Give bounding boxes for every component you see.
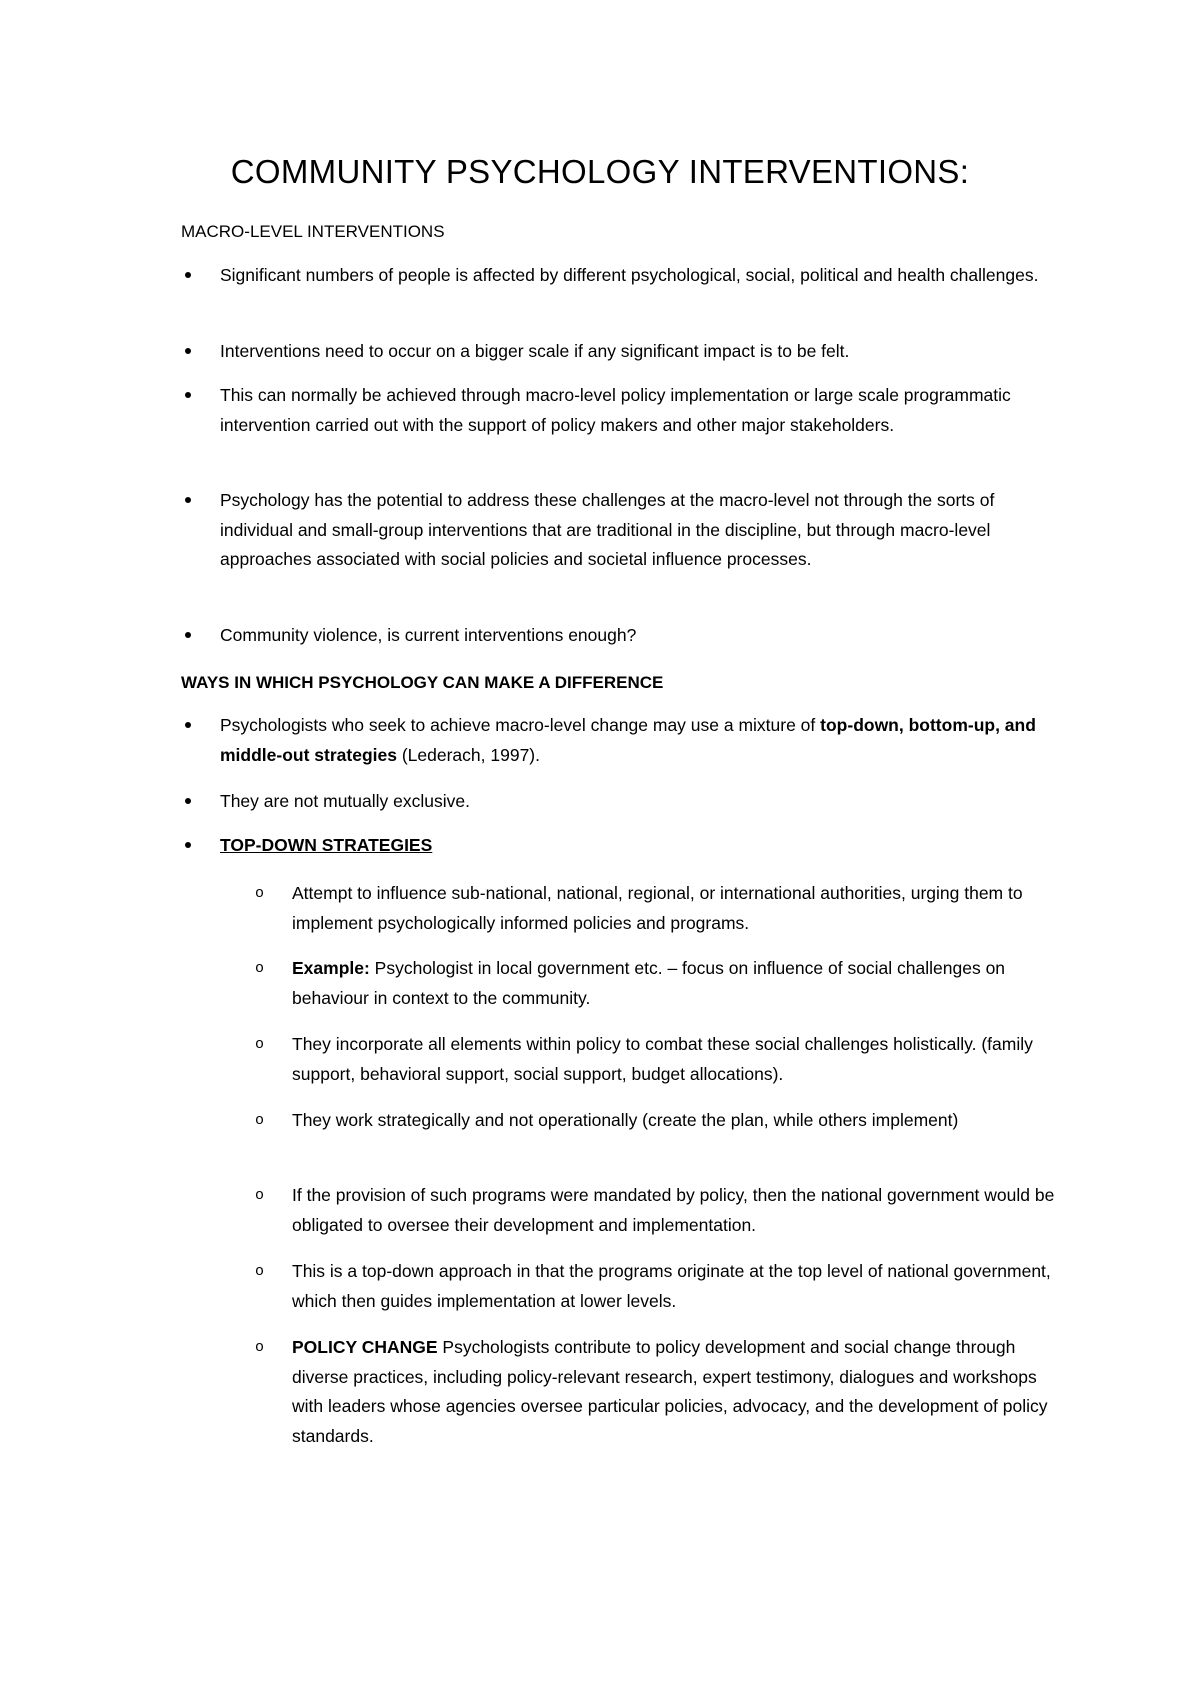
citation: (Lederach, 1997). [401, 744, 540, 765]
list-item-text: Community violence, is current interventions enough? [220, 625, 637, 645]
bullet-icon [185, 798, 191, 804]
bullet-icon [185, 722, 191, 728]
sub-list-item-text: They work strategically and not operationally (create the plan, while others implement) [292, 1110, 959, 1130]
strategies-emphasis: top-down, bottom-up, and middle-out strategies [220, 715, 1036, 765]
sub-bullet-marker: o [255, 1263, 265, 1280]
text-run: Psychologists who seek to achieve macro-level change may use a mixture of [220, 715, 821, 735]
section-heading-macro-level: MACRO-LEVEL INTERVENTIONS [181, 222, 445, 241]
top-down-strategies-heading: TOP-DOWN STRATEGIES [220, 835, 433, 855]
sub-list-item-text: They incorporate all elements within policy to combat these social challenges holistically. (family support, behavioral support, social support, budget allocations). [292, 1034, 1033, 1084]
sub-bullet-marker: o [255, 1187, 265, 1204]
bullet-icon [185, 392, 191, 398]
sub-bullet-marker: o [255, 1112, 265, 1129]
sub-list-item-text: Attempt to influence sub-national, national, regional, or international authorities, urging them to implement psychologically informed policies and programs. [292, 883, 1023, 933]
sub-bullet-marker: o [255, 1036, 265, 1053]
list-item-text [220, 711, 1070, 770]
list-item-text: This can normally be achieved through macro-level policy implementation or large scale programmatic intervention carried out with the support of policy makers and other major stakeholders. [220, 385, 1011, 435]
sub-bullet-marker: o [255, 885, 265, 902]
list-item-text: They are not mutually exclusive. [220, 791, 470, 811]
list-item-text: Psychology has the potential to address these challenges at the macro-level not through the sorts of individual and small-group interventions that are traditional in the discipline, but through macro-level approaches associated with social policies and societal influence processes. [220, 490, 995, 569]
list-item-text: Significant numbers of people is affected by different psychological, social, political and health challenges. [220, 265, 1039, 285]
bullet-icon [185, 272, 191, 278]
list-item-text: Interventions need to occur on a bigger scale if any significant impact is to be felt. [220, 341, 850, 361]
sub-list-item-text [292, 1333, 1072, 1451]
example-label: Example: [292, 958, 370, 978]
sub-list-item-text [292, 954, 1072, 1013]
bullet-icon [185, 497, 191, 503]
sub-list-item-text: This is a top-down approach in that the programs originate at the top level of national government, which then guides implementation at lower levels. [292, 1261, 1051, 1311]
policy-change-label: POLICY CHANGE [292, 1337, 438, 1357]
sub-bullet-marker: o [255, 960, 265, 977]
bullet-icon [185, 348, 191, 354]
text-run: Psychologists contribute to policy development and social change through diverse practices, including policy-relevant research, expert testimony, dialogues and workshops with leaders whose agencies oversee particular policies, advocacy, and the development of policy standards. [292, 1337, 1048, 1446]
bullet-icon [185, 842, 191, 848]
text-run: Psychologist in local government etc. – focus on influence of social challenges on behaviour in context to the community. [292, 958, 1006, 1008]
sub-bullet-marker: o [255, 1339, 265, 1356]
page-title: COMMUNITY PSYCHOLOGY INTERVENTIONS: [230, 153, 970, 190]
bullet-icon [185, 632, 191, 638]
section-heading-ways: WAYS IN WHICH PSYCHOLOGY CAN MAKE A DIFFERENCE [181, 673, 664, 692]
sub-list-item-text: If the provision of such programs were mandated by policy, then the national government would be obligated to oversee their development and implementation. [292, 1185, 1055, 1235]
